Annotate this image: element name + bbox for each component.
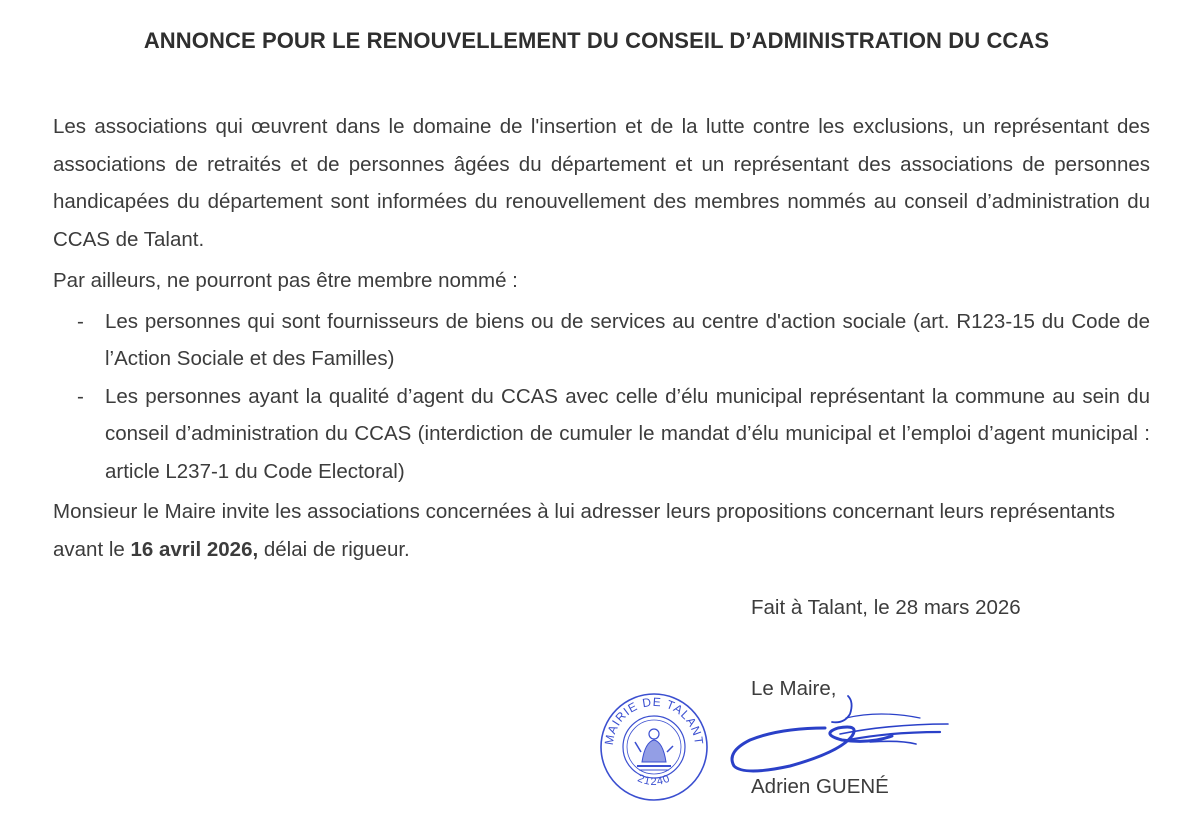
paragraph-invitation (53, 493, 1150, 568)
paragraph-intro: Les associations qui œuvrent dans le domaine de l'insertion et de la lutte contre les exclusions, un représentant des associations de retraités et de personnes âgées du département et un représentant des associations de personnes handicapées du département sont informées du renouvellement des membres nommés au conseil d’administration du CCAS de Talant. (53, 115, 1150, 251)
list-item (53, 303, 1150, 378)
signatory-title: Le Maire, (751, 677, 837, 700)
stamp-bottom-text: 21240 (635, 772, 673, 788)
svg-text:MAIRIE DE TALANT (602, 695, 706, 746)
list-item-text: Les personnes qui sont fournisseurs de biens ou de services au centre d'action sociale (art. R123-15 du Code de l’Action Sociale et des Familles) (105, 309, 1150, 370)
list-item-text: Les personnes ayant la qualité d’agent du CCAS avec celle d’élu municipal représentant la commune au sein du conseil d’administration du CCAS (interdiction de cumuler le mandat d’élu municipal et l’emploi d’agent municipal : article L237-1 du Code Electoral) (105, 384, 1150, 483)
place-and-date: Fait à Talant, le 28 mars 2026 (751, 596, 1021, 619)
paragraph-restriction-intro: Par ailleurs, ne pourront pas être membre nommé : (53, 269, 518, 292)
announcement-body (53, 108, 1150, 568)
restriction-list (53, 303, 1150, 491)
stamp-emblem-icon (635, 729, 673, 770)
page-title: ANNONCE POUR LE RENOUVELLEMENT DU CONSEIL D’ADMINISTRATION DU CCAS (143, 28, 1050, 53)
list-item (53, 378, 1150, 491)
invitation-text-end: délai de rigueur. (258, 537, 410, 561)
signatory-name: Adrien GUENÉ (751, 775, 889, 798)
list-dash: - (77, 384, 84, 408)
invitation-text: Monsieur le Maire invite les associations concernées à lui adresser leurs propositions concernant leurs représentants avant le (53, 500, 1115, 561)
deadline-date: 16 avril 2026, (130, 537, 259, 561)
mayor-signature (720, 688, 980, 788)
svg-text:21240 (636, 772, 673, 788)
list-dash: - (77, 309, 84, 333)
town-hall-stamp (597, 690, 711, 804)
stamp-top-text: MAIRIE DE TALANT (601, 694, 707, 747)
